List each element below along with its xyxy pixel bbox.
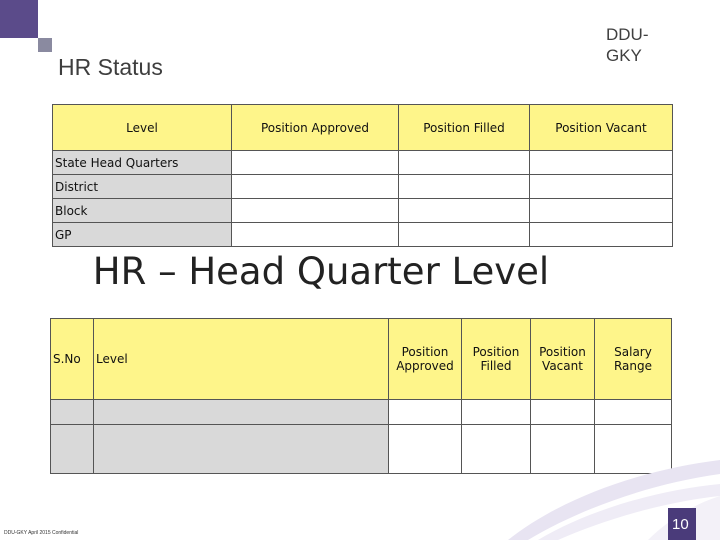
- slide-title: HR Status: [58, 54, 163, 80]
- table-cell: [595, 400, 672, 425]
- hr-status-table: [52, 104, 673, 247]
- table-cell: [51, 425, 94, 474]
- table-cell: [232, 223, 399, 247]
- table-cell: [94, 400, 389, 425]
- row-label: Block: [53, 199, 232, 223]
- table-cell: [399, 175, 530, 199]
- slide-number: 10: [672, 516, 689, 533]
- table-row: [53, 151, 673, 175]
- row-label: GP: [53, 223, 232, 247]
- header-position-vacant: Position Vacant: [530, 105, 673, 151]
- table-header-row: [53, 105, 673, 151]
- brand-label: DDU-GKY: [606, 25, 649, 65]
- table-cell: [399, 151, 530, 175]
- header-position-approved: Position Approved: [389, 319, 462, 400]
- table-cell: [530, 199, 673, 223]
- decorative-square-small: [38, 38, 52, 52]
- table-cell: [232, 151, 399, 175]
- table-cell: [462, 400, 531, 425]
- header-level: Level: [53, 105, 232, 151]
- header-sno: S.No: [51, 319, 94, 400]
- table-cell: [530, 223, 673, 247]
- table-header-row: [51, 319, 672, 400]
- table-row: [53, 223, 673, 247]
- table-cell: [399, 223, 530, 247]
- header-salary-range: Salary Range: [595, 319, 672, 400]
- decorative-square-large: [0, 0, 38, 38]
- header-position-filled: Position Filled: [399, 105, 530, 151]
- footer-text: DDU-GKY April 2015 Confidential: [4, 530, 79, 536]
- table-cell: [399, 199, 530, 223]
- table-cell: [389, 425, 462, 474]
- table-row: [53, 175, 673, 199]
- section-subtitle: HR – Head Quarter Level: [92, 250, 550, 293]
- table-row: [51, 400, 672, 425]
- header-level: Level: [94, 319, 389, 400]
- table-cell: [531, 400, 595, 425]
- table-cell: [232, 199, 399, 223]
- table-row: [53, 199, 673, 223]
- header-position-filled: Position Filled: [462, 319, 531, 400]
- header-position-approved: Position Approved: [232, 105, 399, 151]
- table-cell: [530, 151, 673, 175]
- table-cell: [389, 400, 462, 425]
- table-cell: [232, 175, 399, 199]
- table-cell: [51, 400, 94, 425]
- row-label: State Head Quarters: [53, 151, 232, 175]
- row-label: District: [53, 175, 232, 199]
- header-position-vacant: Position Vacant: [531, 319, 595, 400]
- table-cell: [530, 175, 673, 199]
- table-cell: [94, 425, 389, 474]
